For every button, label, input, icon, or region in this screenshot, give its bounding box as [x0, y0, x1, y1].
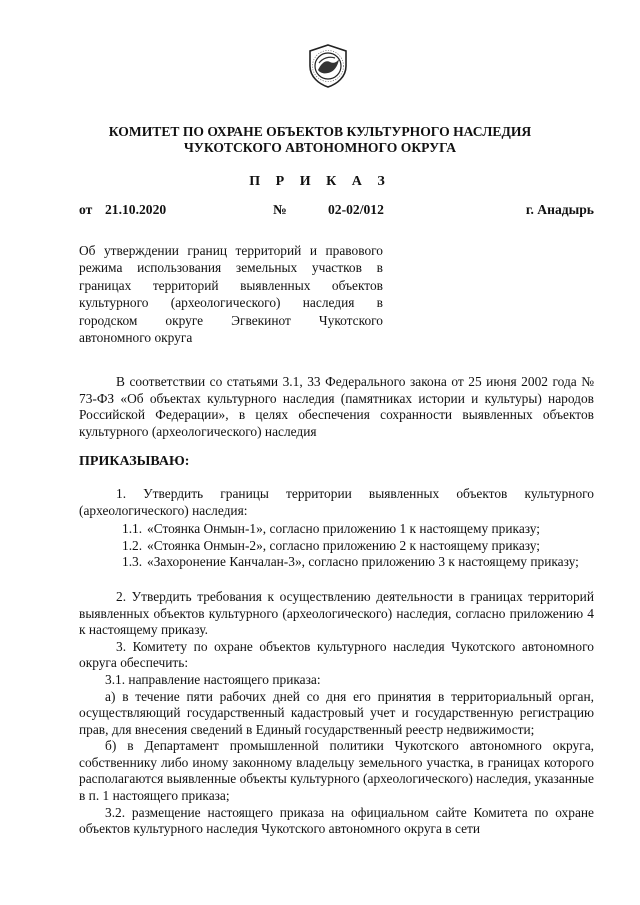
- list-item: [79, 554, 594, 571]
- list-item-text: «Стоянка Онмын-2», согласно приложению 2 к настоящему приказу;: [147, 537, 541, 553]
- clause-3-1-a: а) в течение пяти рабочих дней со дня его принятия в территориальный орган, осуществляющий государственный кадастровый учет и государственную регистрацию прав, для внесения сведений в Единый государственный реестр недвижимости;: [79, 688, 594, 737]
- clause-3-1-b: б) в Департамент промышленной политики Чукотского автономного округа, собственнику либо иному законному владельцу земельного участка, в границах которого располагаются выявленные объекты культурного (археологического) наследия, указанные в п. 1 настоящего приказа;: [79, 738, 594, 804]
- date-prefix: от: [79, 202, 93, 217]
- document-subject: Об утверждении границ территорий и правового режима использования земельных участков в границах территорий выявленных объектов культурного (археологического) наследия в городском округе Эгвекинот Чукотского автономного округа: [79, 243, 383, 346]
- organization-name: [0, 124, 640, 155]
- clause-3-2: 3.2. размещение настоящего приказа на официальном сайте Комитета по охране объектов культурного наследия Чукотского автономного округа в сети: [79, 804, 594, 837]
- list-item-number: 1.2.: [122, 537, 143, 553]
- clause-3-1: 3.1. направление настоящего приказа:: [105, 671, 321, 687]
- organization-line-1: КОМИТЕТ ПО ОХРАНЕ ОБЪЕКТОВ КУЛЬТУРНОГО НАСЛЕДИЯ: [108, 124, 532, 139]
- document-number: 02-02/012: [328, 202, 384, 217]
- order-heading: ПРИКАЗЫВАЮ:: [79, 454, 190, 470]
- organization-line-2: ЧУКОТСКОГО АВТОНОМНОГО ОКРУГА: [183, 139, 457, 155]
- document-meta-row: [0, 202, 640, 219]
- clause-3: 3. Комитету по охране объектов культурного наследия Чукотского автономного округа обеспечить:: [79, 638, 594, 671]
- document-date: 21.10.2020: [105, 202, 167, 217]
- preamble-paragraph: В соответствии со статьями 3.1, 33 Федерального закона от 25 июня 2002 года № 73-ФЗ «Об объектах культурного наследия (памятниках истории и культуры) народов Российской Федерации», в целях обеспечения сохранности выявленных объектов культурного (археологического) наследия: [79, 374, 594, 439]
- clause-1: 1. Утвердить границы территории выявленных объектов культурного (археологического) наследия:: [79, 485, 594, 518]
- list-item-number: 1.3.: [122, 554, 143, 570]
- document-type-title: П Р И К А З: [249, 174, 391, 189]
- document-place: г. Анадырь: [525, 202, 594, 217]
- list-item-text: «Захоронение Канчалан-3», согласно приложению 3 к настоящему приказу;: [147, 554, 579, 570]
- list-item: [79, 521, 594, 538]
- number-sign: №: [273, 202, 287, 217]
- list-item-number: 1.1.: [122, 521, 143, 537]
- coat-of-arms-icon: [304, 42, 352, 90]
- list-item-text: «Стоянка Онмын-1», согласно приложению 1 к настоящему приказу;: [147, 521, 541, 537]
- document-body: [79, 374, 594, 838]
- list-item: [79, 538, 594, 555]
- clause-2: 2. Утвердить требования к осуществлению деятельности в границах территорий выявленных объектов культурного (археологического) наследия, согласно приложению 4 к настоящему приказу.: [79, 588, 594, 638]
